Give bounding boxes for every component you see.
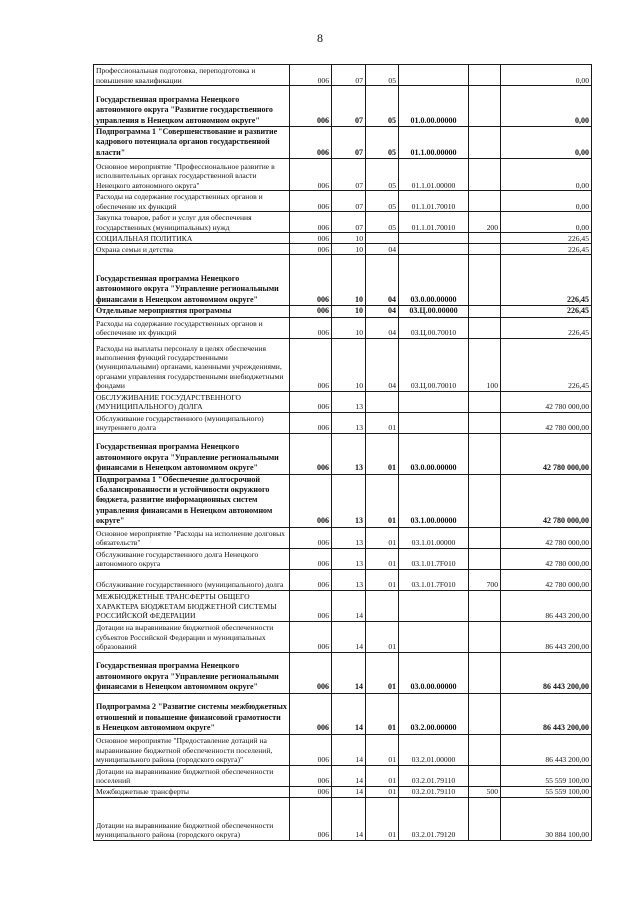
- target-article-code: [399, 244, 469, 255]
- grbs-code: 006: [290, 159, 332, 191]
- target-article-code: [399, 233, 469, 244]
- amount: 0,00: [501, 86, 592, 127]
- table-row: [94, 159, 592, 191]
- expense-type-code: [469, 159, 501, 191]
- subsection-code: 05: [366, 65, 399, 86]
- subsection-code: 01: [366, 765, 399, 786]
- section-code: 14: [332, 786, 366, 797]
- row-name: Государственная программа Ненецкого автономного округа "Управление региональными финансами в Ненецком автономном округе": [94, 255, 290, 306]
- section-code: 07: [332, 191, 366, 212]
- target-article-code: 03.2.01.00000: [399, 734, 469, 765]
- subsection-code: 04: [366, 338, 399, 391]
- row-name: Профессиональная подготовка, переподготовка и повышение квалификации: [94, 65, 290, 86]
- table-row: [94, 621, 592, 652]
- row-name: Основное мероприятие "Профессиональное развитие в исполнительных органах государственной власти Ненецкого автономного округа": [94, 159, 290, 191]
- grbs-code: 006: [290, 317, 332, 338]
- grbs-code: 006: [290, 244, 332, 255]
- table-row: [94, 786, 592, 797]
- subsection-code: 01: [366, 693, 399, 734]
- expense-type-code: [469, 255, 501, 306]
- expense-type-code: [469, 652, 501, 693]
- section-code: 13: [332, 527, 366, 548]
- section-code: 13: [332, 474, 366, 527]
- table-row: [94, 548, 592, 569]
- amount: 86 443 200,00: [501, 693, 592, 734]
- subsection-code: 01: [366, 412, 399, 433]
- target-article-code: [399, 590, 469, 621]
- table-row: [94, 65, 592, 86]
- amount: 55 559 100,00: [501, 786, 592, 797]
- grbs-code: 006: [290, 765, 332, 786]
- row-name: Основное мероприятие "Расходы на исполнение долговых обязательств": [94, 527, 290, 548]
- table-row: [94, 191, 592, 212]
- expense-type-code: 200: [469, 212, 501, 233]
- expense-type-code: [469, 590, 501, 621]
- row-name: Дотации на выравнивание бюджетной обеспеченности муниципального района (городского округа): [94, 797, 290, 840]
- row-name: Обслуживание государственного долга Ненецкого автономного округа: [94, 548, 290, 569]
- target-article-code: 03.1.01.7F010: [399, 548, 469, 569]
- section-code: 10: [332, 255, 366, 306]
- section-code: 13: [332, 433, 366, 474]
- expense-type-code: [469, 244, 501, 255]
- expense-type-code: [469, 412, 501, 433]
- grbs-code: 006: [290, 191, 332, 212]
- table-row: [94, 734, 592, 765]
- row-name: ОБСЛУЖИВАНИЕ ГОСУДАРСТВЕННОГО (МУНИЦИПАЛЬНОГО) ДОЛГА: [94, 391, 290, 412]
- amount: 0,00: [501, 191, 592, 212]
- grbs-code: 006: [290, 391, 332, 412]
- amount: 42 780 000,00: [501, 569, 592, 590]
- row-name: Закупка товаров, работ и услуг для обеспечения государственных (муниципальных) нужд: [94, 212, 290, 233]
- subsection-code: 01: [366, 548, 399, 569]
- row-name: Основное мероприятие "Предоставление дотаций на выравнивание бюджетной обеспеченности поселений, муниципального района (городского округа)": [94, 734, 290, 765]
- section-code: 13: [332, 548, 366, 569]
- grbs-code: 006: [290, 212, 332, 233]
- row-name: Межбюджетные трансферты: [94, 786, 290, 797]
- expense-type-code: 700: [469, 569, 501, 590]
- expense-type-code: [469, 765, 501, 786]
- target-article-code: 03.2.01.79110: [399, 765, 469, 786]
- grbs-code: 006: [290, 734, 332, 765]
- amount: 86 443 200,00: [501, 621, 592, 652]
- subsection-code: 04: [366, 317, 399, 338]
- row-name: Государственная программа Ненецкого автономного округа "Развитие государственного управления в Ненецком автономном округе": [94, 86, 290, 127]
- grbs-code: 006: [290, 527, 332, 548]
- target-article-code: 03.1.01.7F010: [399, 569, 469, 590]
- subsection-code: 05: [366, 127, 399, 159]
- section-code: 07: [332, 65, 366, 86]
- table-row: [94, 255, 592, 306]
- grbs-code: 006: [290, 590, 332, 621]
- amount: 226,45: [501, 255, 592, 306]
- subsection-code: 01: [366, 621, 399, 652]
- grbs-code: 006: [290, 652, 332, 693]
- amount: 86 443 200,00: [501, 734, 592, 765]
- subsection-code: 01: [366, 433, 399, 474]
- section-code: 14: [332, 693, 366, 734]
- section-code: 13: [332, 569, 366, 590]
- row-name: МЕЖБЮДЖЕТНЫЕ ТРАНСФЕРТЫ ОБЩЕГО ХАРАКТЕРА БЮДЖЕТАМ БЮДЖЕТНОЙ СИСТЕМЫ РОССИЙСКОЙ ФЕДЕРАЦИИ: [94, 590, 290, 621]
- expense-type-code: [469, 474, 501, 527]
- subsection-code: [366, 590, 399, 621]
- section-code: 10: [332, 306, 366, 317]
- amount: 42 780 000,00: [501, 548, 592, 569]
- expense-type-code: 100: [469, 338, 501, 391]
- row-name: Государственная программа Ненецкого автономного округа "Управление региональными финансами в Ненецком автономном округе": [94, 652, 290, 693]
- amount: 42 780 000,00: [501, 412, 592, 433]
- grbs-code: 006: [290, 786, 332, 797]
- amount: 0,00: [501, 127, 592, 159]
- subsection-code: [366, 391, 399, 412]
- row-name: Дотации на выравнивание бюджетной обеспеченности субъектов Российской Федерации и муниципальных образований: [94, 621, 290, 652]
- subsection-code: 05: [366, 212, 399, 233]
- grbs-code: 006: [290, 306, 332, 317]
- target-article-code: 03.1.01.00000: [399, 527, 469, 548]
- subsection-code: [366, 233, 399, 244]
- target-article-code: 03.0.00.00000: [399, 433, 469, 474]
- subsection-code: 01: [366, 474, 399, 527]
- subsection-code: 05: [366, 191, 399, 212]
- section-code: 07: [332, 212, 366, 233]
- subsection-code: 01: [366, 527, 399, 548]
- subsection-code: 05: [366, 159, 399, 191]
- target-article-code: 03.Ц.00.70010: [399, 317, 469, 338]
- table-row: [94, 306, 592, 317]
- grbs-code: 006: [290, 127, 332, 159]
- target-article-code: 03.Ц.00.70010: [399, 338, 469, 391]
- subsection-code: 04: [366, 255, 399, 306]
- amount: 42 780 000,00: [501, 391, 592, 412]
- table-row: [94, 244, 592, 255]
- grbs-code: 006: [290, 569, 332, 590]
- table-row: [94, 527, 592, 548]
- row-name: Расходы на содержание государственных органов и обеспечение их функций: [94, 191, 290, 212]
- amount: 30 884 100,00: [501, 797, 592, 840]
- amount: 0,00: [501, 65, 592, 86]
- row-name: Охрана семьи и детства: [94, 244, 290, 255]
- target-article-code: 03.2.01.79120: [399, 797, 469, 840]
- amount: 226,45: [501, 244, 592, 255]
- expense-type-code: [469, 797, 501, 840]
- table-row: [94, 433, 592, 474]
- amount: 226,45: [501, 233, 592, 244]
- expense-type-code: [469, 391, 501, 412]
- section-code: 10: [332, 338, 366, 391]
- subsection-code: 01: [366, 734, 399, 765]
- row-name: Расходы на выплаты персоналу в целях обеспечения выполнения функций государственными (муниципальными) органами, казенными учреждениями, органами управления государственными внебюджетными фондами: [94, 338, 290, 391]
- row-name: Дотации на выравнивание бюджетной обеспеченности поселений: [94, 765, 290, 786]
- expense-type-code: [469, 317, 501, 338]
- target-article-code: 01.1.01.00000: [399, 159, 469, 191]
- amount: 0,00: [501, 212, 592, 233]
- table-row: [94, 391, 592, 412]
- grbs-code: 006: [290, 86, 332, 127]
- subsection-code: 01: [366, 569, 399, 590]
- subsection-code: 05: [366, 86, 399, 127]
- table-row: [94, 693, 592, 734]
- grbs-code: 006: [290, 433, 332, 474]
- row-name: Обслуживание государственного (муниципального) долга: [94, 569, 290, 590]
- row-name: Подпрограмма 1 "Обеспечение долгосрочной сбалансированности и устойчивости окружного бюджета, развитие информационных систем управления финансами в Ненецком автономном округе": [94, 474, 290, 527]
- target-article-code: 03.0.00.00000: [399, 255, 469, 306]
- budget-table: [93, 64, 592, 841]
- table-row: [94, 86, 592, 127]
- grbs-code: 006: [290, 233, 332, 244]
- section-code: 07: [332, 127, 366, 159]
- grbs-code: 006: [290, 548, 332, 569]
- expense-type-code: [469, 306, 501, 317]
- subsection-code: 01: [366, 652, 399, 693]
- row-name: Государственная программа Ненецкого автономного округа "Управление региональными финансами в Ненецком автономном округе": [94, 433, 290, 474]
- target-article-code: 01.1.01.70010: [399, 191, 469, 212]
- table-row: [94, 590, 592, 621]
- table-row: [94, 233, 592, 244]
- table-row: [94, 765, 592, 786]
- amount: 55 559 100,00: [501, 765, 592, 786]
- target-article-code: [399, 391, 469, 412]
- table-row: [94, 317, 592, 338]
- target-article-code: 03.2.01.79110: [399, 786, 469, 797]
- subsection-code: 01: [366, 786, 399, 797]
- table-row: [94, 338, 592, 391]
- amount: 42 780 000,00: [501, 474, 592, 527]
- target-article-code: 03.2.00.00000: [399, 693, 469, 734]
- section-code: 14: [332, 590, 366, 621]
- section-code: 10: [332, 317, 366, 338]
- section-code: 10: [332, 244, 366, 255]
- target-article-code: 03.1.00.00000: [399, 474, 469, 527]
- target-article-code: 01.0.00.00000: [399, 86, 469, 127]
- row-name: Подпрограмма 2 "Развитие системы межбюджетных отношений и повышение финансовой грамотности в Ненецком автономном округе": [94, 693, 290, 734]
- grbs-code: 006: [290, 797, 332, 840]
- expense-type-code: 500: [469, 786, 501, 797]
- target-article-code: 03.Ц.00.00000: [399, 306, 469, 317]
- amount: 86 443 200,00: [501, 652, 592, 693]
- target-article-code: [399, 412, 469, 433]
- amount: 42 780 000,00: [501, 433, 592, 474]
- subsection-code: 04: [366, 244, 399, 255]
- section-code: 14: [332, 652, 366, 693]
- section-code: 07: [332, 159, 366, 191]
- expense-type-code: [469, 233, 501, 244]
- table-row: [94, 797, 592, 840]
- expense-type-code: [469, 734, 501, 765]
- amount: 0,00: [501, 159, 592, 191]
- row-name: Отдельные мероприятия программы: [94, 306, 290, 317]
- subsection-code: 04: [366, 306, 399, 317]
- amount: 226,45: [501, 306, 592, 317]
- table-row: [94, 127, 592, 159]
- section-code: 14: [332, 765, 366, 786]
- section-code: 13: [332, 412, 366, 433]
- table-row: [94, 652, 592, 693]
- section-code: 13: [332, 391, 366, 412]
- table-row: [94, 474, 592, 527]
- expense-type-code: [469, 127, 501, 159]
- expense-type-code: [469, 693, 501, 734]
- grbs-code: 006: [290, 693, 332, 734]
- row-name: СОЦИАЛЬНАЯ ПОЛИТИКА: [94, 233, 290, 244]
- row-name: Расходы на содержание государственных органов и обеспечение их функций: [94, 317, 290, 338]
- target-article-code: 03.0.00.00000: [399, 652, 469, 693]
- expense-type-code: [469, 621, 501, 652]
- expense-type-code: [469, 191, 501, 212]
- expense-type-code: [469, 433, 501, 474]
- target-article-code: [399, 621, 469, 652]
- target-article-code: 01.1.00.00000: [399, 127, 469, 159]
- grbs-code: 006: [290, 621, 332, 652]
- subsection-code: 01: [366, 797, 399, 840]
- section-code: 10: [332, 233, 366, 244]
- section-code: 07: [332, 86, 366, 127]
- expense-type-code: [469, 548, 501, 569]
- section-code: 14: [332, 621, 366, 652]
- grbs-code: 006: [290, 412, 332, 433]
- amount: 226,45: [501, 338, 592, 391]
- grbs-code: 006: [290, 338, 332, 391]
- row-name: Обслуживание государственного (муниципального) внутреннего долга: [94, 412, 290, 433]
- row-name: Подпрограмма 1 "Совершенствование и развитие кадрового потенциала органов государственной власти": [94, 127, 290, 159]
- amount: 226,45: [501, 317, 592, 338]
- budget-table-body: [94, 65, 592, 841]
- grbs-code: 006: [290, 255, 332, 306]
- section-code: 14: [332, 797, 366, 840]
- target-article-code: [399, 65, 469, 86]
- expense-type-code: [469, 527, 501, 548]
- grbs-code: 006: [290, 65, 332, 86]
- expense-type-code: [469, 86, 501, 127]
- expense-type-code: [469, 65, 501, 86]
- target-article-code: 01.1.01.70010: [399, 212, 469, 233]
- table-row: [94, 212, 592, 233]
- page-number: 8: [317, 31, 323, 45]
- grbs-code: 006: [290, 474, 332, 527]
- amount: 42 780 000,00: [501, 527, 592, 548]
- table-row: [94, 412, 592, 433]
- amount: 86 443 200,00: [501, 590, 592, 621]
- section-code: 14: [332, 734, 366, 765]
- table-row: [94, 569, 592, 590]
